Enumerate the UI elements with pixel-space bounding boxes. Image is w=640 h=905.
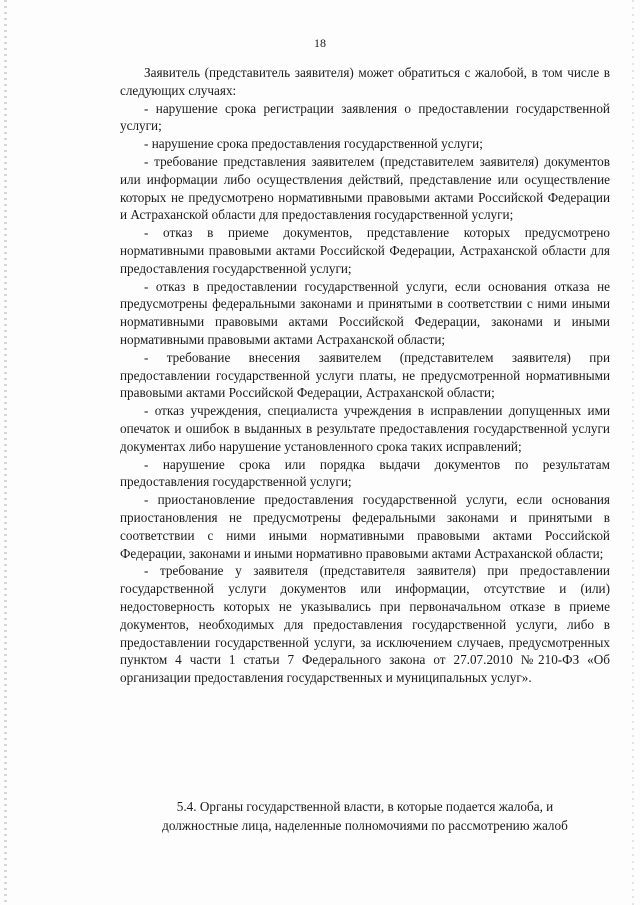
list-item-payment-requirement: - требование внесения заявителем (представителем заявителя) при предоставлении государственной услуги платы, не предусмотренной нормативными правовыми актами Российской Федерации, Астраханской области;: [120, 349, 610, 401]
paragraph-intro: Заявитель (представитель заявителя) может обратиться с жалобой, в том числе в следующих случаях:: [120, 65, 610, 98]
scan-edge-left: [4, 0, 7, 905]
list-item-missing-documents: - требование у заявителя (представителя заявителя) при предоставлении государственной услуги документов или информации, отсутствие и (или) недостоверность которых не указывались при первоначальном отказе в приеме документов, необходимых для предоставления государственной услуги, либо в предоставлении государственной услуги, за исключением случаев, предусмотренных пунктом 4 части 1 статьи 7 Федерального закона от 27.07.2010 №210-ФЗ «Об организации предоставления государственных и муниципальных услуг».: [120, 563, 610, 686]
list-item-suspension: - приостановление предоставления государственной услуги, если основания приостановления не предусмотрены федеральными законами и принятыми в соответствии с ними иными нормативными правовыми актами Российской Федерации, законами и иными нормативно правовыми актами Астраханской области;: [120, 492, 610, 561]
list-item-service-refusal: - отказ в предоставлении государственной услуги, если основания отказа не предусмотрены федеральными законами и принятыми в соответствии с ними иными нормативными правовыми актами Российской Федерации, законами и иными нормативными правовыми актами Астраханской области;: [120, 278, 610, 347]
section-heading-line-2: должностные лица, наделенные полномочиями по рассмотрению жалоб: [162, 818, 568, 833]
scan-edge-right: [632, 0, 634, 905]
list-item-issuance-violation: - нарушение срока или порядка выдачи документов по результатам предоставления государственной услуги;: [120, 456, 610, 490]
document-body: [120, 64, 610, 687]
list-item-registration-deadline: - нарушение срока регистрации заявления о предоставлении государственной услуги;: [120, 100, 610, 134]
section-heading-line-1: 5.4. Органы государственной власти, в которые подается жалоба, и: [176, 799, 554, 814]
section-heading: [120, 797, 610, 835]
list-item-service-deadline: - нарушение срока предоставления государственной услуги;: [144, 136, 483, 152]
list-item-correction-refusal: - отказ учреждения, специалиста учреждения в исправлении допущенных ими опечаток и ошибок в выданных в результате предоставления государственной услуги документах либо нарушение установленного срока таких исправлений;: [120, 403, 610, 454]
page-number: 18: [314, 36, 326, 50]
list-item-document-requirement: - требование представления заявителем (представителем заявителя) документов или информации либо осуществления действий, представление или осуществление которых не предусмотрено нормативными правовыми актами Российской Федерации и Астраханской области для предоставления государственной услуги;: [120, 153, 610, 223]
list-item-document-refusal: - отказ в приеме документов, представление которых предусмотрено нормативными правовыми актами Российской Федерации, Астраханской области для предоставления государственной услуги;: [120, 225, 610, 276]
